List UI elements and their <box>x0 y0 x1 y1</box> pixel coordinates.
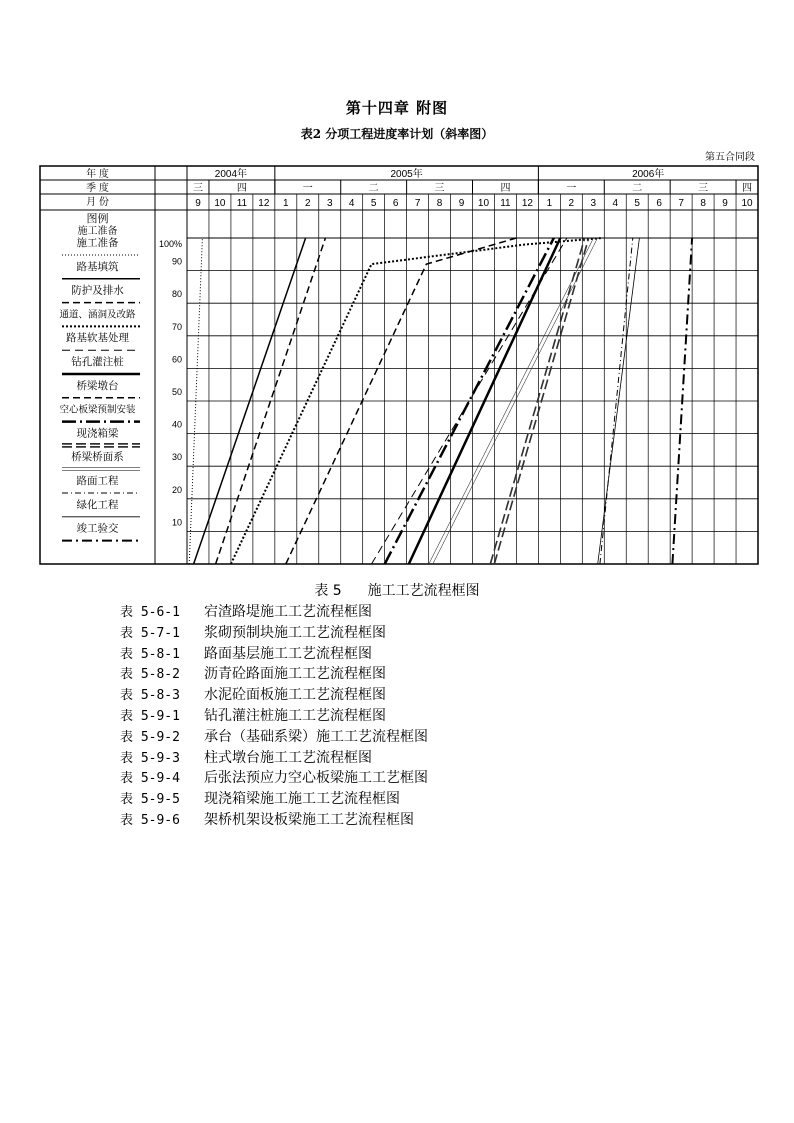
chart-grid <box>40 166 758 564</box>
y-tick-label: 30 <box>171 452 182 463</box>
year-label: 2006年 <box>632 169 665 180</box>
quarter-label: 三 <box>192 183 203 194</box>
month-label: 2 <box>568 198 575 209</box>
flow-item-number: 表 5-7-1 <box>120 625 180 641</box>
month-label: 4 <box>612 198 619 209</box>
flow-item-title: 水泥砼面板施工工艺流程框图 <box>204 687 386 704</box>
legend-item-label: 空心板梁预制安装 <box>59 404 136 416</box>
month-label: 8 <box>436 198 443 209</box>
flow-item-number: 表 5-9-1 <box>120 708 180 724</box>
flow-item-number: 表 5-8-2 <box>120 667 180 683</box>
quarter-label: 四 <box>500 183 511 194</box>
flow-item-title: 架桥机架设板梁施工工艺流程框图 <box>204 811 414 828</box>
flow-list-item <box>120 727 428 748</box>
flow-item-number: 表 5-9-5 <box>120 792 180 808</box>
flow-list-item <box>120 602 428 623</box>
flow-item-title: 浆砌预制块施工工艺流程框图 <box>204 624 386 641</box>
legend-item-label: 绿化工程 <box>76 498 119 511</box>
legend-item-label: 竣工验交 <box>76 522 119 535</box>
legend-item-label: 路基填筑 <box>76 260 119 273</box>
legend-title: 图例 <box>86 213 109 225</box>
figure-caption <box>0 580 794 600</box>
legend-item-label: 现浇箱梁 <box>76 427 119 440</box>
month-label: 10 <box>214 198 226 209</box>
flow-item-title: 路面基层施工工艺流程框图 <box>204 645 372 662</box>
flow-list-item <box>120 685 428 706</box>
chart-frame <box>40 166 758 564</box>
chapter-title: 第十四章 附图 <box>345 99 449 117</box>
legend-item-label: 防护及排水 <box>71 284 124 297</box>
legend-item-label: 钻孔灌注桩 <box>71 356 124 368</box>
y-tick-label: 20 <box>171 484 182 495</box>
month-label: 4 <box>348 198 355 209</box>
month-label: 12 <box>258 198 270 209</box>
month-label: 12 <box>521 198 533 209</box>
month-label: 9 <box>458 198 465 209</box>
flow-item-title: 宕渣路堤施工工艺流程框图 <box>204 604 372 620</box>
y-tick-label: 10 <box>171 517 182 528</box>
quarter-label: 四 <box>236 183 247 194</box>
contract-section-label: 第五合同段 <box>705 152 755 163</box>
figure-caption-text: 施工工艺流程框图 <box>367 583 480 599</box>
y-tick-label: 90 <box>171 256 182 267</box>
month-label: 10 <box>477 198 490 209</box>
y-tick-label: 60 <box>171 354 182 365</box>
header-row-label: 季 度 <box>86 183 109 194</box>
y-tick-label: 50 <box>171 387 182 397</box>
flow-list-item <box>120 706 428 727</box>
legend-first-header: 施工准备 <box>77 226 118 237</box>
flow-chart-list <box>120 602 428 831</box>
quarter-label: 四 <box>742 183 753 194</box>
header-row-label: 年 度 <box>86 169 109 180</box>
flow-item-number: 表 5-9-2 <box>120 729 180 745</box>
flow-list-item <box>120 789 428 810</box>
flow-item-number: 表 5-8-1 <box>120 646 180 662</box>
month-label: 3 <box>590 198 597 209</box>
quarter-label: 二 <box>632 183 643 194</box>
y-tick-label: 80 <box>171 289 182 300</box>
month-label: 7 <box>414 198 421 209</box>
month-label: 10 <box>741 198 753 209</box>
month-label: 7 <box>678 198 684 209</box>
chart-header <box>86 166 753 209</box>
flow-item-number: 表 5-9-3 <box>120 750 180 766</box>
month-label: 11 <box>236 198 248 209</box>
chart-legend <box>59 211 140 541</box>
month-label: 8 <box>700 198 706 209</box>
figure-caption-number: 表 5 <box>314 583 342 599</box>
flow-item-title: 承台（基础系梁）施工工艺流程框图 <box>204 728 428 745</box>
quarter-label: 一 <box>566 183 577 194</box>
flow-list-item <box>120 748 428 769</box>
month-label: 5 <box>634 198 640 209</box>
flow-item-title: 钻孔灌注桩施工工艺流程框图 <box>204 707 386 724</box>
flow-list-item <box>120 810 428 831</box>
flow-list-item <box>120 644 428 665</box>
legend-item-label: 施工准备 <box>76 237 119 249</box>
header-row-label: 月 份 <box>86 197 109 208</box>
flow-list-item <box>120 664 428 685</box>
month-label: 1 <box>283 198 289 209</box>
flow-item-number: 表 5-9-4 <box>120 771 180 787</box>
legend-item-label: 路面工程 <box>76 475 119 487</box>
month-label: 11 <box>500 198 511 209</box>
legend-item-label: 桥梁桥面系 <box>71 451 124 464</box>
y-tick-label: 70 <box>171 321 182 332</box>
flow-list-item <box>120 623 428 644</box>
month-label: 9 <box>195 198 201 209</box>
quarter-label: 二 <box>368 183 379 194</box>
flow-item-title: 现浇箱梁施工施工工艺流程框图 <box>204 791 400 808</box>
month-label: 3 <box>326 198 333 209</box>
flow-item-title: 柱式墩台施工工艺流程框图 <box>204 749 372 766</box>
y-tick-label: 100% <box>158 239 182 249</box>
year-label: 2005年 <box>390 169 423 180</box>
quarter-label: 三 <box>698 183 709 194</box>
month-label: 6 <box>656 198 662 209</box>
table-caption: 表2 分项工程进度率计划（斜率图） <box>300 127 494 141</box>
quarter-label: 三 <box>434 183 445 194</box>
y-tick-label: 40 <box>171 419 182 430</box>
year-label: 2004年 <box>214 169 248 180</box>
legend-item-label: 通道、涵洞及改路 <box>59 309 136 321</box>
month-label: 2 <box>305 198 311 209</box>
flow-item-number: 表 5-9-6 <box>120 812 180 828</box>
month-label: 5 <box>370 198 377 209</box>
flow-item-number: 表 5-6-1 <box>120 605 180 620</box>
month-label: 1 <box>546 198 553 209</box>
month-label: 6 <box>392 198 399 209</box>
flow-list-item <box>120 768 428 789</box>
legend-item-label: 桥梁墩台 <box>76 379 119 392</box>
flow-item-title: 后张法预应力空心板梁施工工艺框图 <box>204 770 428 787</box>
month-label: 9 <box>722 198 728 209</box>
legend-item-label: 路基软基处理 <box>66 332 129 345</box>
flow-item-title: 沥青砼路面施工工艺流程框图 <box>204 666 386 683</box>
quarter-label: 一 <box>302 183 313 194</box>
flow-item-number: 表 5-8-3 <box>120 688 180 704</box>
